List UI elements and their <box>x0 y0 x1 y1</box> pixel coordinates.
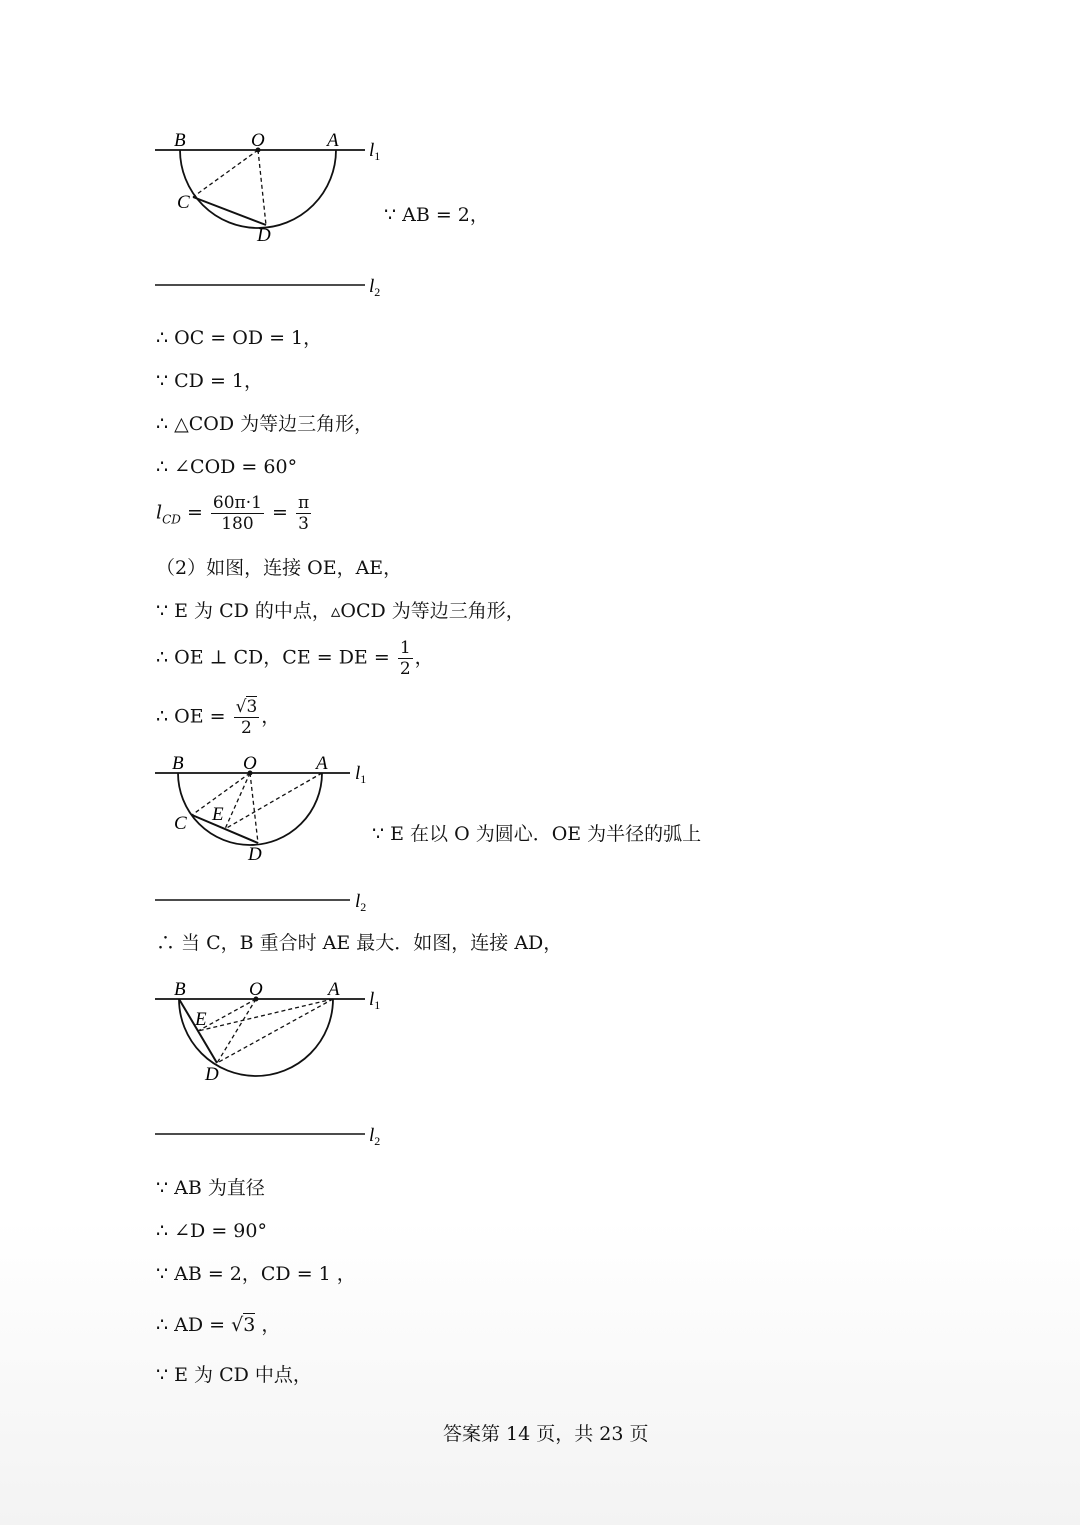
label-e: E <box>212 804 224 825</box>
line-part2: （2）如图，连接 OE，AE， <box>156 557 403 579</box>
label-d: D <box>205 1064 219 1085</box>
label-d: D <box>257 225 271 246</box>
fraction-pi-3 <box>296 493 311 534</box>
label-l2: $l_2$ <box>369 276 381 299</box>
fig1-side-text: ∵ AB = 2， <box>384 204 489 226</box>
label-b: B <box>174 130 186 151</box>
radicand: 3 <box>243 1314 256 1336</box>
label-d: D <box>248 844 262 865</box>
fraction-denominator: 180 <box>221 514 254 534</box>
equals-2: = <box>271 501 288 524</box>
label-l1: $l_1$ <box>369 989 381 1012</box>
figure-1 <box>150 120 400 305</box>
sqrt-symbol: √3 <box>231 1314 256 1336</box>
line-oe-value <box>156 697 280 738</box>
label-l2: $l_2$ <box>355 891 367 914</box>
equals-1: = <box>186 501 203 524</box>
figure-3 <box>150 972 400 1152</box>
fig2-side-text: ∵ E 在以 O 为圆心．OE 为半径的弧上 <box>372 823 702 845</box>
label-o: O <box>243 753 257 774</box>
label-b: B <box>174 979 186 1000</box>
label-l1: $l_1$ <box>369 140 381 163</box>
line-e-cd-midpoint: ∵ E 为 CD 中点， <box>156 1364 312 1386</box>
radicand: 3 <box>246 697 258 717</box>
label-o: O <box>249 979 263 1000</box>
semicircle-arc <box>180 150 336 228</box>
arc-length-subscript: CD <box>162 512 181 527</box>
label-l2: $l_2$ <box>369 1125 381 1148</box>
label-a: A <box>327 130 339 151</box>
segment-oe <box>198 999 256 1031</box>
segment-od <box>258 150 266 225</box>
ad-text: ∴ AD = <box>156 1314 226 1336</box>
line-ad <box>156 1313 280 1337</box>
fraction-60pi <box>211 493 264 534</box>
line-diameter: ∵ AB 为直径 <box>156 1177 265 1199</box>
label-o: O <box>251 130 265 151</box>
figure-2 <box>150 745 400 920</box>
label-b: B <box>172 753 184 774</box>
segment-ae <box>198 999 333 1031</box>
segment-od <box>217 999 256 1063</box>
page-footer: 答案第 14 页，共 23 页 <box>443 1423 649 1445</box>
line-cd: ∵ CD = 1， <box>156 370 263 392</box>
arc-length-symbol: l <box>156 501 163 524</box>
label-c: C <box>174 813 187 834</box>
label-l1: $l_1$ <box>355 763 367 786</box>
fraction-numerator: π <box>297 493 310 513</box>
segment-cd <box>193 197 266 225</box>
fraction-denominator: 3 <box>298 514 309 534</box>
label-a: A <box>328 979 340 1000</box>
oe-value-punct: ， <box>261 705 281 728</box>
line-angle-d: ∴ ∠D = 90° <box>156 1220 267 1242</box>
line-e-midpoint: ∵ E 为 CD 的中点，▵OCD 为等边三角形， <box>156 600 525 622</box>
fraction-denominator: 2 <box>241 718 252 738</box>
line-equilateral: ∴ △COD 为等边三角形， <box>156 413 374 435</box>
fraction-half <box>398 638 413 679</box>
segment-od <box>250 773 258 843</box>
label-e: E <box>195 1009 207 1030</box>
line-oe-perp <box>156 638 434 679</box>
line-max-ae: ∴ 当 C，B 重合时 AE 最大．如图，连接 AD， <box>156 932 563 954</box>
segment-ae <box>225 773 322 829</box>
label-c: C <box>177 192 190 213</box>
oe-value-text: ∴ OE = <box>156 705 226 728</box>
line-arc-length <box>156 493 313 534</box>
fraction-numerator: 1 <box>399 638 411 658</box>
fraction-sqrt3-2 <box>234 697 260 738</box>
oe-perp-text: ∴ OE ⊥ CD，CE = DE = <box>156 646 390 669</box>
fraction-numerator: √3 <box>235 697 258 717</box>
segment-ad <box>217 999 333 1063</box>
semicircle-arc <box>178 773 322 845</box>
line-angle-cod: ∴ ∠COD = 60° <box>156 456 298 478</box>
segment-oc <box>193 150 258 197</box>
fraction-denominator: 2 <box>399 659 411 679</box>
oe-perp-punct: ， <box>414 646 434 669</box>
line-ab-cd: ∵ AB = 2，CD = 1 ， <box>156 1263 356 1285</box>
segment-cd <box>192 815 258 843</box>
fraction-numerator: 60π·1 <box>212 493 262 513</box>
label-a: A <box>316 753 328 774</box>
ad-punct: ， <box>261 1314 281 1336</box>
line-oc-od: ∴ OC = OD = 1， <box>156 327 323 349</box>
